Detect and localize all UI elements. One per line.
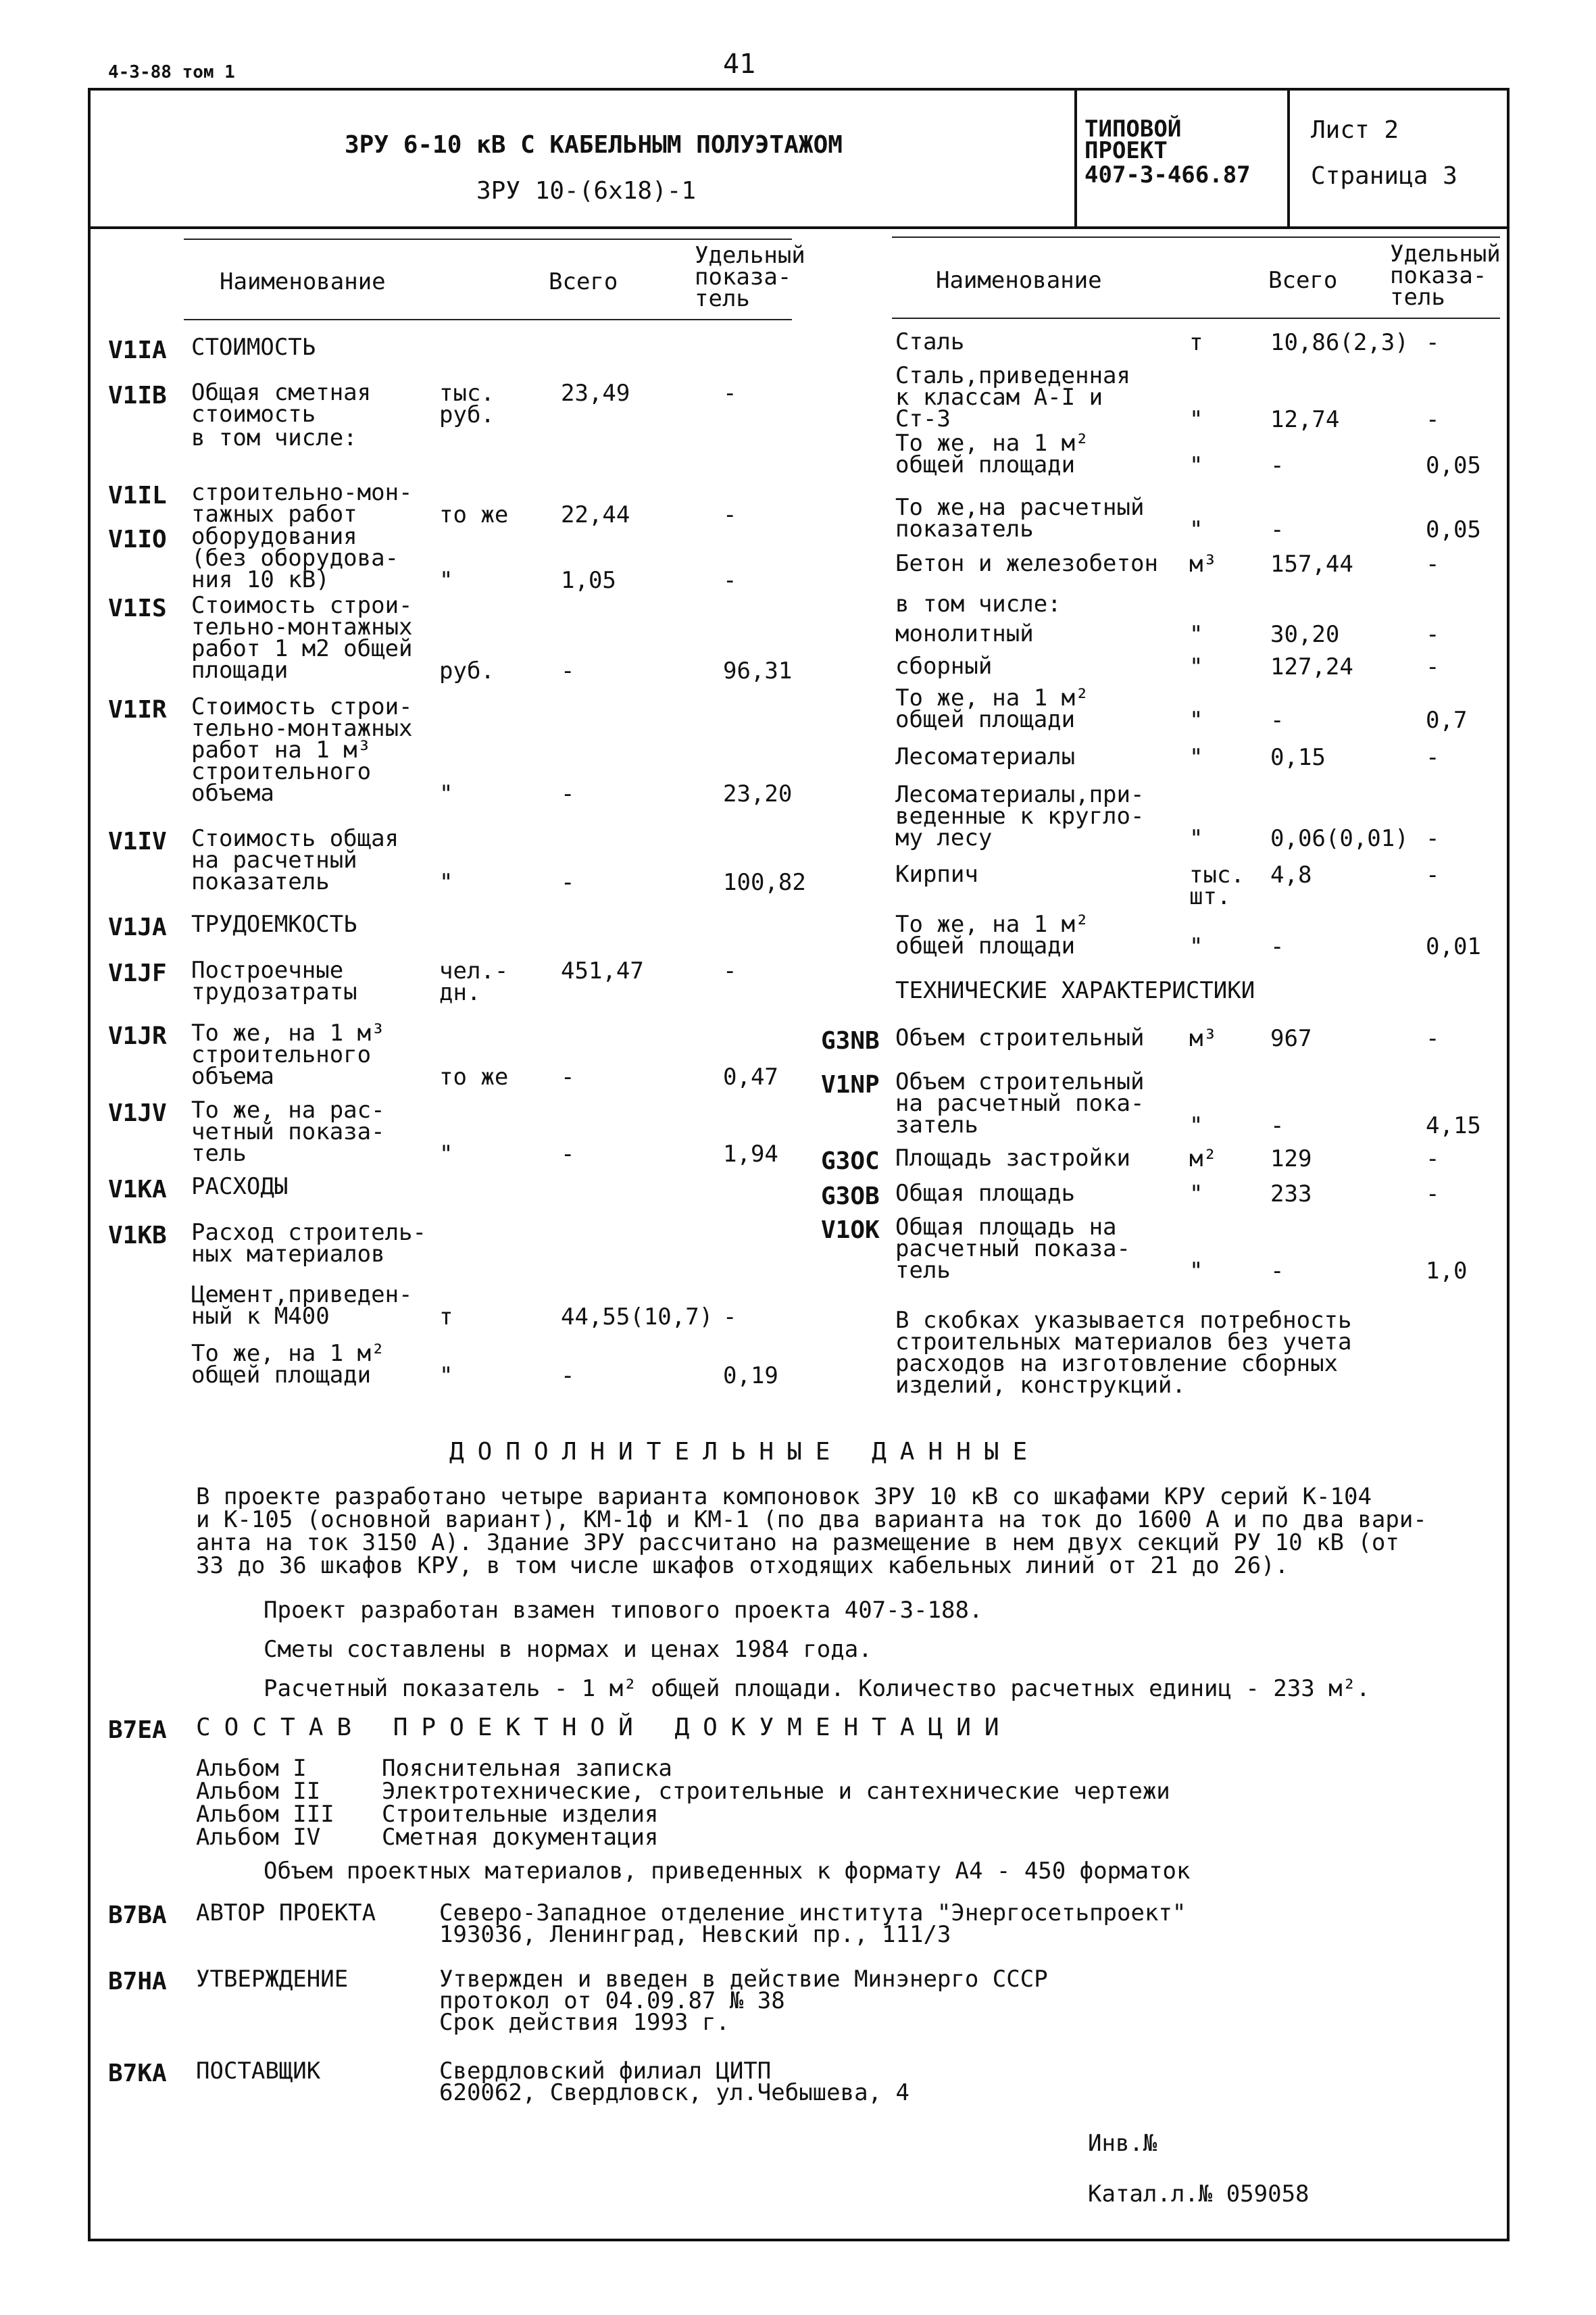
row-specific: 0,05: [1426, 452, 1481, 479]
album-label: Альбом I: [196, 1755, 307, 1782]
left-col-name: Наименование: [220, 268, 386, 295]
row-unit: ": [439, 1362, 453, 1389]
row-specific: 0,47: [723, 1064, 778, 1091]
info-line: протокол от 04.09.87 № 38: [439, 1987, 785, 2014]
row-name-line: Лесоматериалы,при-: [895, 781, 1145, 808]
left-col-spec-1: Удельный: [695, 242, 805, 269]
row-name-line: трудозатраты: [191, 978, 357, 1005]
info-line: 193036, Ленинград, Невский пр., 111/3: [439, 1921, 951, 1948]
row-specific: 0,7: [1426, 707, 1468, 734]
note-line: расходов на изготовление сборных: [895, 1350, 1339, 1377]
row-specific: 1,0: [1426, 1258, 1468, 1285]
album-title: Электротехнические, строительные и сантехнические чертежи: [382, 1778, 1170, 1805]
row-total: 0,06(0,01): [1270, 825, 1409, 852]
row-unit: дн.: [439, 979, 481, 1006]
row-name-line: Построечные: [191, 957, 344, 984]
row-name-line: к классам А-I и: [895, 384, 1103, 411]
row-specific: 0,05: [1426, 516, 1481, 543]
row-name-line: Площадь застройки: [895, 1145, 1130, 1172]
row-unit: ": [1189, 1112, 1203, 1139]
page-label: Страница 3: [1311, 162, 1457, 190]
row-name-line: Сталь,приведенная: [895, 362, 1130, 389]
row-name-line: монолитный: [895, 620, 1034, 647]
row-specific: -: [1426, 653, 1440, 680]
row-name-line: общей площади: [895, 451, 1076, 478]
info-label: УТВЕРЖДЕНИЕ: [196, 1966, 349, 1993]
row-name-line: общей площади: [191, 1362, 372, 1389]
row-name-line: Расход строитель-: [191, 1219, 426, 1246]
row-name-line: Сталь: [895, 328, 965, 355]
right-col-spec-1: Удельный: [1390, 241, 1501, 268]
row-name-line: строительного: [191, 758, 372, 785]
row-specific: 4,15: [1426, 1112, 1481, 1139]
row-name-line: Бетон и железобетон: [895, 550, 1158, 577]
info-line: Свердловский филиал ЦИТП: [439, 2058, 772, 2085]
project-type-2: ПРОЕКТ: [1084, 137, 1168, 164]
row-unit: ": [1189, 933, 1203, 960]
row-unit: ": [1189, 452, 1203, 479]
right-col-spec-2: показа-: [1390, 262, 1487, 289]
album-label: Альбом II: [196, 1778, 321, 1805]
row-name-line: ный к М400: [191, 1303, 330, 1330]
row-unit: ": [1189, 621, 1203, 648]
info-line: Срок действия 1993 г.: [439, 2009, 730, 2036]
row-total: -: [1270, 452, 1285, 479]
row-total: -: [1270, 516, 1285, 543]
row-name-line: Объем строительный: [895, 1068, 1145, 1095]
row-code: V1IO: [108, 526, 167, 553]
row-total: -: [561, 869, 575, 896]
right-col-name: Наименование: [936, 267, 1102, 294]
row-name-line: в том числе:: [895, 591, 1062, 618]
info-code: B7HA: [108, 1968, 167, 1995]
row-unit: м³: [1189, 551, 1217, 578]
paragraph-line: 33 до 36 шкафов КРУ, в том числе шкафов отходящих кабельных линий от 21 до 26).: [196, 1552, 1289, 1579]
volume-reference: 4-3-88 том 1: [108, 62, 235, 82]
row-unit: ": [439, 869, 453, 896]
row-unit: т: [439, 1303, 453, 1330]
row-total: 233: [1270, 1180, 1312, 1208]
row-specific: -: [723, 957, 737, 985]
row-code: G3NB: [821, 1027, 880, 1055]
row-specific: -: [1426, 1145, 1440, 1172]
project-type: ТИПОВОЙ: [1084, 116, 1182, 143]
row-total: -: [1270, 933, 1285, 960]
row-name-line: Общая площадь на: [895, 1214, 1117, 1241]
row-specific: -: [1426, 825, 1440, 852]
row-name-line: на расчетный: [191, 847, 357, 874]
title-line-1: ЗРУ 6-10 кВ С КАБЕЛЬНЫМ ПОЛУЭТАЖОМ: [345, 131, 843, 159]
row-unit: м²: [1189, 1145, 1217, 1172]
album-label: Альбом IV: [196, 1824, 321, 1851]
left-col-spec-2: показа-: [695, 264, 792, 291]
row-unit: ": [439, 1141, 453, 1168]
row-name-line: оборудования: [191, 523, 357, 550]
row-name-line: ния 10 кВ): [191, 566, 330, 593]
row-code: V1JF: [108, 960, 167, 987]
row-code: V1JV: [108, 1099, 167, 1127]
row-total: -: [561, 657, 575, 684]
inventory-number: Инв.№: [1088, 2130, 1157, 2157]
row-name-line: То же, на 1 м³: [191, 1020, 385, 1047]
title-line-2: ЗРУ 10-(6х18)-1: [476, 177, 697, 205]
row-name-line: веденные к кругло-: [895, 803, 1145, 830]
note-line: изделий, конструкций.: [895, 1372, 1186, 1399]
row-name-line: площади: [191, 657, 289, 684]
row-specific: -: [723, 1303, 737, 1330]
info-code: B7KA: [108, 2060, 167, 2087]
note-line: строительных материалов без учета: [895, 1328, 1352, 1355]
row-code: V1IB: [108, 382, 167, 409]
row-code: V1NP: [821, 1071, 880, 1099]
row-name-line: расчетный показа-: [895, 1235, 1130, 1262]
replacement-note: Проект разработан взамен типового проекта 407-3-188.: [264, 1597, 983, 1624]
row-code: G3OB: [821, 1183, 880, 1210]
row-specific: -: [1426, 329, 1440, 356]
row-name-line: сборный: [895, 653, 993, 680]
row-unit: шт.: [1189, 883, 1231, 910]
paragraph-line: анта на ток 3150 А). Здание ЗРУ рассчитано на размещение в нем двух секций РУ 10 кВ (от: [196, 1529, 1399, 1556]
row-unit: чел.-: [439, 957, 509, 985]
row-name-line: ТРУДОЕМКОСТЬ: [191, 911, 357, 938]
row-name-line: Кирпич: [895, 861, 978, 888]
row-specific: 1,94: [723, 1141, 778, 1168]
estimates-note: Сметы составлены в нормах и ценах 1984 года.: [264, 1636, 872, 1663]
row-unit: руб.: [439, 657, 495, 684]
row-name-line: общей площади: [895, 932, 1076, 960]
album-title: Сметная документация: [382, 1824, 659, 1851]
paragraph-line: В проекте разработано четыре варианта компоновок ЗРУ 10 кВ со шкафами КРУ серий К-104: [196, 1483, 1372, 1510]
row-name-line: То же, на 1 м²: [895, 911, 1089, 938]
calc-indicator-note: Расчетный показатель - 1 м² общей площади. Количество расчетных единиц - 233 м².: [264, 1675, 1370, 1702]
row-code: G3OC: [821, 1147, 880, 1175]
row-name-line: показатель: [895, 516, 1034, 543]
catalog-number: Катал.л.№ 059058: [1088, 2181, 1310, 2208]
row-specific: 23,20: [723, 780, 793, 807]
row-name-line: ных материалов: [191, 1241, 385, 1268]
row-name-line: Стоимость общая: [191, 825, 399, 852]
row-unit: ": [1189, 406, 1203, 433]
row-total: 22,44: [561, 501, 630, 528]
row-total: 23,49: [561, 380, 630, 407]
row-total: -: [1270, 707, 1285, 734]
row-name-line: Стоимость строи-: [191, 693, 413, 720]
album-label: Альбом III: [196, 1801, 334, 1828]
volume-note: Объем проектных материалов, приведенных к формату А4 - 450 форматок: [264, 1858, 1191, 1885]
row-unit: ": [1189, 1258, 1203, 1285]
row-total: 967: [1270, 1025, 1312, 1052]
row-name-line: То же,на расчетный: [895, 494, 1145, 521]
row-unit: м³: [1189, 1025, 1217, 1052]
left-col-total: Всего: [549, 268, 618, 295]
row-name-line: тель: [191, 1140, 247, 1167]
info-label: ПОСТАВЩИК: [196, 2058, 321, 2085]
project-number: 407-3-466.87: [1084, 161, 1251, 189]
sheet-number: Лист 2: [1311, 116, 1399, 144]
info-label: АВТОР ПРОЕКТА: [196, 1899, 376, 1926]
row-name-line: Цемент,приведен-: [191, 1281, 413, 1308]
right-col-spec-3: тель: [1390, 284, 1445, 311]
row-total: 129: [1270, 1145, 1312, 1172]
row-name-line: затель: [895, 1112, 978, 1139]
row-unit: то же: [439, 1064, 509, 1091]
row-name-line: Лесоматериалы: [895, 743, 1076, 770]
row-specific: -: [723, 567, 737, 594]
row-name-line: (без оборудова-: [191, 545, 399, 572]
composition-code: B7EA: [108, 1716, 167, 1744]
row-code: V1JR: [108, 1022, 167, 1050]
row-code: V1IL: [108, 482, 167, 509]
row-unit: ": [1189, 1180, 1203, 1208]
row-code: V1IV: [108, 828, 167, 855]
row-unit: ": [1189, 516, 1203, 543]
row-code: V1KB: [108, 1222, 167, 1249]
row-total: 127,24: [1270, 653, 1353, 680]
row-total: -: [561, 780, 575, 807]
row-name-line: тель: [895, 1257, 951, 1284]
row-name-line: му лесу: [895, 824, 993, 851]
row-name-line: стоимость: [191, 401, 316, 428]
row-name-line: Ст-3: [895, 405, 951, 432]
composition-heading: СОСТАВ ПРОЕКТНОЙ ДОКУМЕНТАЦИИ: [196, 1714, 1013, 1741]
row-unit: т: [1189, 329, 1203, 356]
row-total: 0,15: [1270, 744, 1326, 771]
row-specific: -: [1426, 621, 1440, 648]
row-name-line: строительного: [191, 1041, 372, 1068]
row-specific: -: [1426, 744, 1440, 771]
row-name-line: общей площади: [895, 706, 1076, 733]
row-total: 157,44: [1270, 551, 1353, 578]
row-name-line: То же, на 1 м²: [895, 684, 1089, 712]
right-col-total: Всего: [1268, 267, 1338, 294]
info-line: Утвержден и введен в действие Минэнерго СССР: [439, 1966, 1048, 1993]
row-unit: тыс.: [439, 380, 495, 407]
row-name-line: То же, на 1 м²: [895, 430, 1089, 457]
row-name-line: четный показа-: [191, 1118, 385, 1145]
row-total: -: [1270, 1112, 1285, 1139]
row-total: -: [561, 1362, 575, 1389]
row-total: -: [561, 1064, 575, 1091]
row-name-line: ТЕХНИЧЕСКИЕ ХАРАКТЕРИСТИКИ: [895, 977, 1255, 1004]
row-specific: 0,19: [723, 1362, 778, 1389]
row-name-line: тажных работ: [191, 501, 357, 528]
row-code: V1IS: [108, 595, 167, 622]
row-specific: -: [1426, 551, 1440, 578]
row-unit: ": [1189, 825, 1203, 852]
row-name-line: Объем строительный: [895, 1024, 1145, 1051]
row-specific: 0,01: [1426, 933, 1481, 960]
row-name-line: объема: [191, 780, 274, 807]
row-total: 44,55(10,7): [561, 1303, 714, 1330]
row-specific: -: [1426, 1025, 1440, 1052]
row-unit: ": [1189, 744, 1203, 771]
row-total: 1,05: [561, 567, 616, 594]
row-total: 12,74: [1270, 406, 1340, 433]
row-total: -: [561, 1141, 575, 1168]
info-code: B7BA: [108, 1901, 167, 1929]
row-specific: -: [723, 501, 737, 528]
row-specific: -: [1426, 406, 1440, 433]
row-name-line: работ 1 м2 общей: [191, 635, 413, 662]
row-name-line: в том числе:: [191, 424, 357, 451]
album-title: Строительные изделия: [382, 1801, 659, 1828]
row-name-line: тельно-монтажных: [191, 715, 413, 742]
row-unit: ": [439, 780, 453, 807]
row-unit: ": [439, 567, 453, 594]
row-code: V1IR: [108, 696, 167, 724]
row-specific: -: [723, 380, 737, 407]
row-name-line: показатель: [191, 868, 330, 895]
row-code: V1KA: [108, 1176, 167, 1203]
row-name-line: на расчетный пока-: [895, 1090, 1145, 1117]
row-unit: ": [1189, 707, 1203, 734]
row-specific: 100,82: [723, 869, 806, 896]
row-unit: то же: [439, 501, 509, 528]
left-col-spec-3: тель: [695, 285, 750, 312]
row-total: 30,20: [1270, 621, 1340, 648]
info-line: 620062, Свердловск, ул.Чебышева, 4: [439, 2079, 909, 2106]
row-name-line: тельно-монтажных: [191, 614, 413, 641]
row-code: V1IA: [108, 337, 167, 364]
row-name-line: То же, на 1 м²: [191, 1340, 385, 1367]
row-name-line: объема: [191, 1063, 274, 1090]
row-total: -: [1270, 1258, 1285, 1285]
row-name-line: работ на 1 м³: [191, 737, 372, 764]
additional-data-heading: ДОПОЛНИТЕЛЬНЫЕ ДАННЫЕ: [449, 1438, 1041, 1466]
row-code: V1JA: [108, 914, 167, 941]
row-unit: тыс.: [1189, 862, 1245, 889]
paragraph-line: и К-105 (основной вариант), КМ-1ф и КМ-1 (по два варианта на ток до 1600 А и по два вари-: [196, 1506, 1427, 1533]
note-line: В скобках указывается потребность: [895, 1307, 1352, 1334]
row-specific: -: [1426, 862, 1440, 889]
row-name-line: Общая сметная: [191, 379, 372, 406]
row-code: V1OK: [821, 1216, 880, 1244]
row-name-line: Общая площадь: [895, 1180, 1076, 1207]
row-unit: руб.: [439, 401, 495, 428]
page-number: 41: [723, 49, 756, 80]
row-total: 10,86(2,3): [1270, 329, 1409, 356]
row-total: 451,47: [561, 957, 644, 985]
info-line: Северо-Западное отделение института "Энергосетьпроект": [439, 1899, 1187, 1926]
row-name-line: СТОИМОСТЬ: [191, 334, 316, 361]
row-name-line: строительно-мон-: [191, 479, 413, 506]
row-specific: 96,31: [723, 657, 793, 684]
row-name-line: РАСХОДЫ: [191, 1173, 289, 1200]
row-specific: -: [1426, 1180, 1440, 1208]
row-total: 4,8: [1270, 862, 1312, 889]
row-name-line: Стоимость строи-: [191, 592, 413, 619]
row-unit: ": [1189, 653, 1203, 680]
row-name-line: То же, на рас-: [191, 1097, 385, 1124]
album-title: Пояснительная записка: [382, 1755, 672, 1782]
